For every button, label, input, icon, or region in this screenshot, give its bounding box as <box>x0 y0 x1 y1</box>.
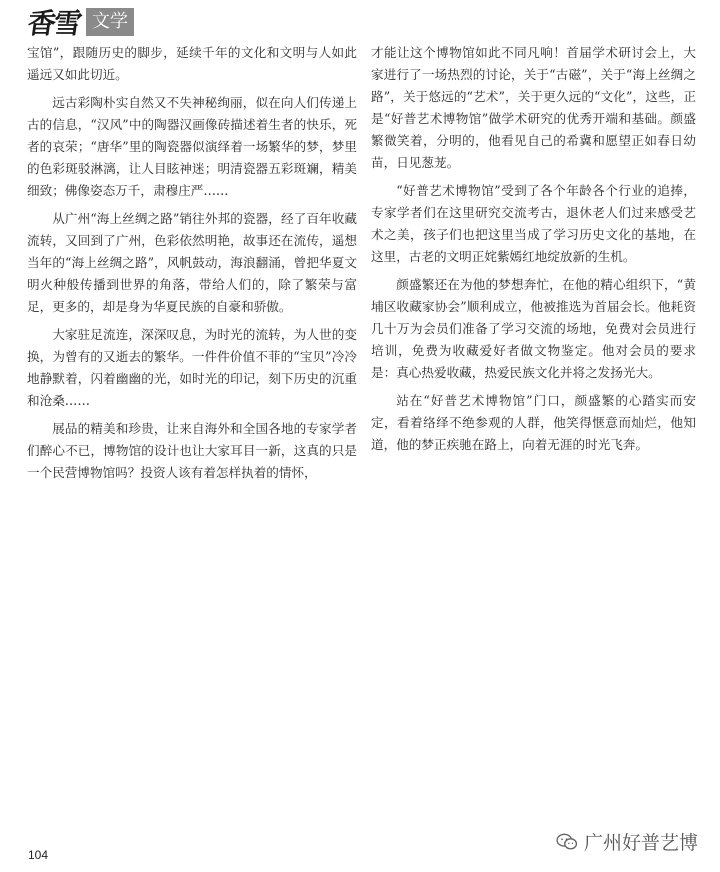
paragraph: 展品的精美和珍贵，让来自海外和全国各地的专家学者们醉心不已，博物馆的设计也让大家耳目一新，这真的只是一个民营博物馆吗？投资人该有着怎样执着的情怀， <box>27 421 357 480</box>
paragraph: 远古彩陶朴实自然又不失神秘绚丽，似在向人们传递上古的信息，“汉风”中的陶器汉画像砖描述着生者的快乐，死者的哀荣；“唐华”里的陶瓷器似演绎着一场繁华的梦，梦里的色彩斑驳淋漓，让人目眩神迷；明清瓷器五彩斑斓，精美细致；佛像姿态万千，肃穆庄严…… <box>27 95 357 198</box>
paragraph: 站在“好普艺术博物馆”门口，颜盛繁的心踏实而安定，看着络绎不绝参观的人群，他笑得惬意而灿烂，他知道，他的梦正疾驰在路上，向着无涯的时光飞奔。 <box>371 393 696 452</box>
paragraph: 大家驻足流连，深深叹息，为时光的流转，为人世的变换，为曾有的又逝去的繁华。一件件价值不菲的“宝贝”冷冷地静默着，闪着幽幽的光，如时光的印记，刻下历史的沉重和沧桑…… <box>27 327 357 408</box>
paragraph: 从广州“海上丝绸之路”销往外邦的瓷器，经了百年收藏流转，又回到了广州，色彩依然明艳，故事还在流传，遥想当年的“海上丝绸之路”，风帆鼓动，海浪翻涌，曾把华夏文明火种般传播到世界的角落，带给人们的，除了繁荣与富足，更多的，却是身为华夏民族的自豪和骄傲。 <box>27 211 357 314</box>
magazine-logo: 香雪 <box>25 7 83 40</box>
watermark <box>556 828 698 855</box>
paragraph: 宝馆”，跟随历史的脚步，延续千年的文化和文明与人如此遥远又如此切近。 <box>27 45 357 82</box>
page-number: 104 <box>28 848 49 862</box>
wechat-icon <box>556 833 578 851</box>
paragraph: 颜盛繁还在为他的梦想奔忙，在他的精心组织下，“黄埔区收藏家协会”顺利成立，他被推选为首届会长。他耗资几十万为会员们准备了学习交流的场地，免费对会员进行培训，免费为收藏爱好者做文物鉴定。他对会员的要求是：真心热爱收藏，热爱民族文化并将之发扬光大。 <box>371 277 696 380</box>
paragraph: “好普艺术博物馆”受到了各个年龄各个行业的追捧，专家学者们在这里研究交流考古，退休老人们过来感受艺术之美，孩子们也把这里当成了学习历史文化的基地，在这里，古老的文明正姹紫嫣红地绽放新的生机。 <box>371 183 696 264</box>
watermark-text: 广州好普艺博 <box>583 832 698 854</box>
left-column <box>27 42 357 490</box>
paragraph: 才能让这个博物馆如此不同凡响！首届学术研讨会上，大家进行了一场热烈的讨论，关于“古磁”，关于“海上丝绸之路”，关于悠远的“艺术”，关于更久远的“文化”，这些，正是“好普艺术博物馆”做学术研究的优秀开端和基础。颜盛繁微笑着，分明的，他看见自己的希冀和愿望正如春日幼苗，日见葱茏。 <box>371 45 696 170</box>
right-column <box>371 42 696 462</box>
page-header <box>25 6 134 40</box>
section-label: 文学 <box>86 8 134 36</box>
